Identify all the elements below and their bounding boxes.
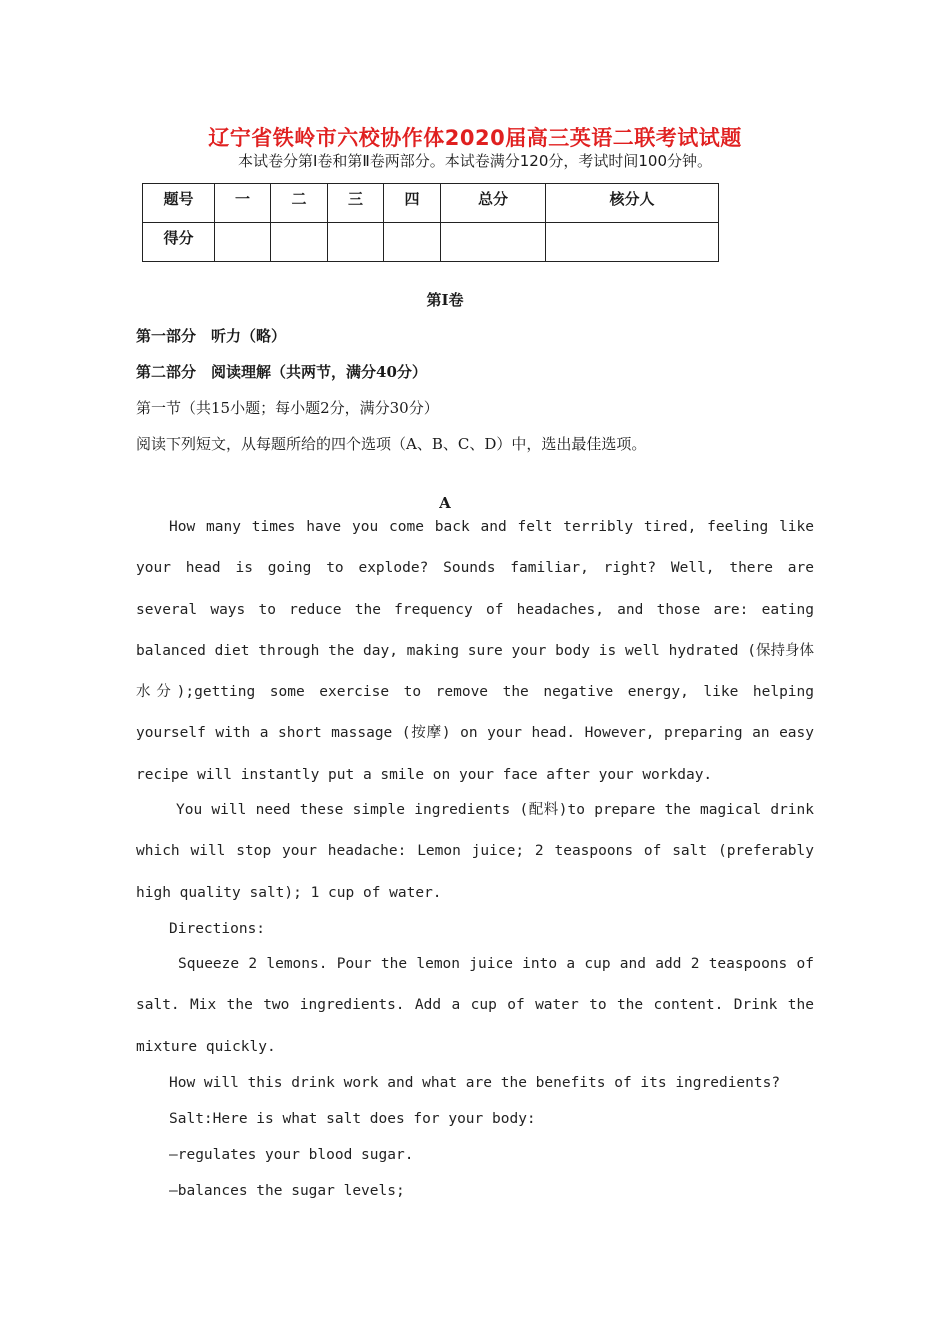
document-title: 辽宁省铁岭市六校协作体2020届高三英语二联考试试题 <box>208 126 742 150</box>
directions-heading: Directions: <box>169 921 266 937</box>
score-table-header-row <box>143 184 719 223</box>
paragraph-2 <box>136 790 814 914</box>
question-line: How will this drink work and what are the benefits of its ingredients? <box>169 1075 781 1091</box>
header-cell: 题号 <box>143 184 215 223</box>
header-cell: 四 <box>384 184 441 223</box>
paragraph-text: How many times have you come back and felt terribly tired, feeling like your head is going to explode? Sounds familiar, right? Well, there are several ways to reduce the frequency of headaches, and those are: eating balanced diet through the day, making sure your body is well hydrated (保持身体水分);getting some exercise to remove the negative energy, like helping yourself with a short massage (按摩) on your head. However, preparing an easy recipe will instantly put a smile on your face after your workday. <box>136 519 814 783</box>
part1-heading: 第一部分 听力（略） <box>136 327 287 345</box>
header-cell: 核分人 <box>546 184 719 223</box>
bullet-item: —balances the sugar levels; <box>169 1183 405 1199</box>
section1-heading: 第一节（共15小题；每小题2分，满分30分） <box>136 399 439 417</box>
header-cell: 总分 <box>441 184 546 223</box>
salt-line: Salt:Here is what salt does for your body: <box>169 1111 536 1127</box>
paragraph-text: You will need these simple ingredients (配料)to prepare the magical drink which will stop your headache: Lemon juice; 2 teaspoons of salt (preferably high quality salt); 1 cup of water. <box>136 802 814 901</box>
header-cell: 三 <box>328 184 384 223</box>
header-cell: 二 <box>271 184 328 223</box>
header-cell: 一 <box>215 184 271 223</box>
score-cell[interactable] <box>215 223 271 262</box>
score-cell[interactable] <box>384 223 441 262</box>
score-cell[interactable] <box>546 223 719 262</box>
score-cell[interactable] <box>441 223 546 262</box>
paragraph-1 <box>136 507 814 796</box>
score-table-score-row <box>143 223 719 262</box>
passage-label: A <box>439 494 451 512</box>
bullet-item: —regulates your blood sugar. <box>169 1147 414 1163</box>
row-label-cell: 得分 <box>143 223 215 262</box>
score-cell[interactable] <box>328 223 384 262</box>
part2-heading: 第二部分 阅读理解（共两节，满分40分） <box>136 363 427 381</box>
paragraph-3 <box>136 944 814 1068</box>
instruction-text: 阅读下列短文，从每题所给的四个选项（A、B、C、D）中，选出最佳选项。 <box>136 435 647 453</box>
score-cell[interactable] <box>271 223 328 262</box>
paragraph-text: Squeeze 2 lemons. Pour the lemon juice into a cup and add 2 teaspoons of salt. Mix the two ingredients. Add a cup of water to the content. Drink the mixture quickly. <box>136 956 814 1055</box>
score-table <box>142 183 719 262</box>
section-label: 第Ⅰ卷 <box>426 291 464 309</box>
exam-subtitle: 本试卷分第Ⅰ卷和第Ⅱ卷两部分。本试卷满分120分，考试时间100分钟。 <box>237 152 713 170</box>
